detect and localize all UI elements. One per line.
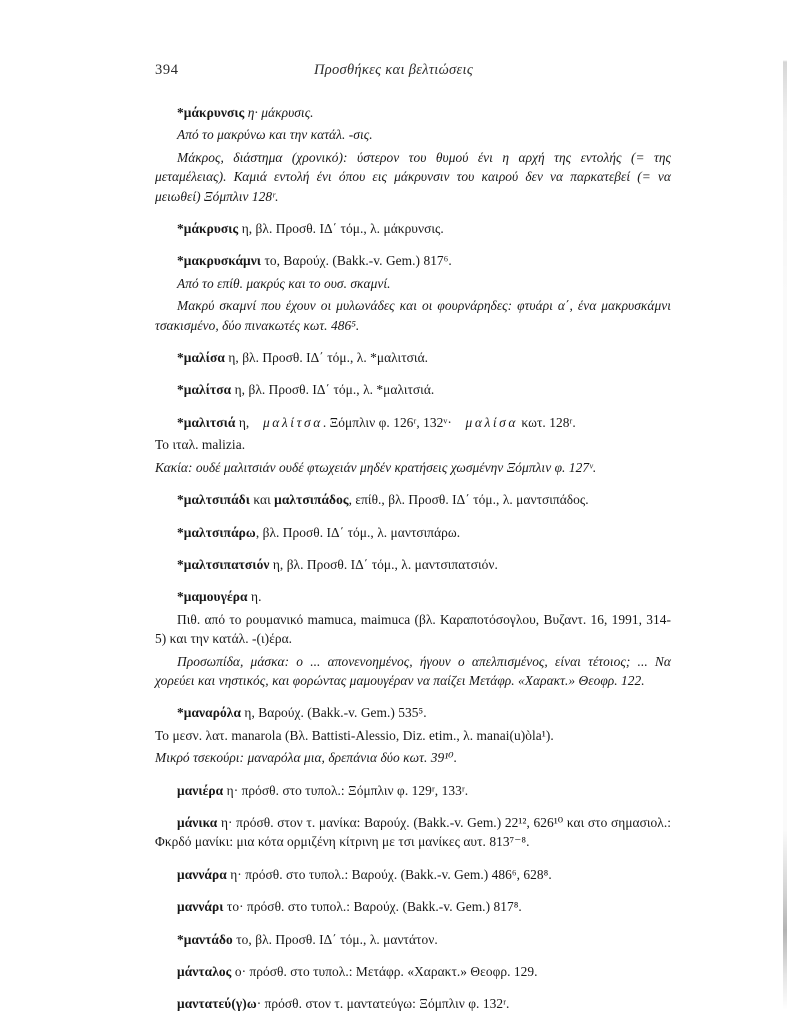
- dictionary-entry: [155, 490, 671, 509]
- dictionary-entry: [155, 865, 671, 884]
- entry-headline: [155, 703, 671, 722]
- entry-lemma-alt: μαλτσιπάδος: [274, 492, 349, 508]
- entry-headline: [155, 219, 671, 238]
- entry-headline: [155, 962, 671, 981]
- entry-headline-rest: · πρόσθ. στον τ. μαντατεύγω: Ξόμπλιν φ. 132ʳ.: [256, 996, 510, 1012]
- entry-headline-rest: η,: [235, 414, 250, 430]
- running-head-title: Προσθήκες και βελτιώσεις: [313, 62, 474, 78]
- entry-headline-rest: το, βλ. Προσθ. ΙΔ΄ τόμ., λ. μαντάτον.: [232, 931, 438, 947]
- entry-variant-b: μαλίσα: [465, 414, 519, 430]
- page-number: 394: [155, 62, 179, 78]
- entry-definition: Προσωπίδα, μάσκα: ο ... απονενοημένος, ήγουν ο απελπισμένος, είναι τέτοιος; ... Να χορεύει και νηστικός, και φορώντας μαμουγέραν να παίζει Μετάφρ. «Χαρακτ.» Θεοφρ. 122.: [155, 653, 671, 688]
- entry-headline: [155, 930, 671, 949]
- entry-headline-rest: η, βλ. Προσθ. ΙΔ΄ τόμ., λ. μαντσιπατσιόν.: [269, 556, 498, 572]
- dictionary-entry: [155, 962, 671, 981]
- dictionary-entry: [155, 219, 671, 238]
- entry-lemma: *μαλίσα: [177, 350, 225, 366]
- entry-lemma: *μαμουγέρα: [177, 589, 248, 605]
- entry-headline-rest: η.: [247, 589, 262, 605]
- entry-headline-rest: το, Βαρούχ. (Bakk.-v. Gem.) 817⁶.: [261, 253, 452, 269]
- entry-definition: Μικρό τσεκούρι: μαναρόλα μια, δρεπάνια δύο κωτ. 39¹⁰.: [155, 750, 458, 766]
- entry-headline: [155, 251, 671, 270]
- entry-headline-rest: , βλ. Προσθ. ΙΔ΄ τόμ., λ. μαντσιπάρω.: [255, 524, 461, 540]
- scan-edge-artifact: [783, 0, 787, 1024]
- entry-headline-rest: η, βλ. Προσθ. ΙΔ΄ τόμ., λ. *μαλιτσιά.: [224, 350, 429, 366]
- entry-definition: Μάκρος, διάστημα (χρονικό): ύστερον του θυμού ένι η αρχή της εντολής (= της μεταμέλειας). Καμιά εντολή ένι όπου εις μάκρυνσιν του καιρού δεν να παρκατεβεί (= να μειωθεί) Ξόμπλιν 128ʳ.: [155, 149, 671, 204]
- entry-lemma: *μαλιτσιά: [177, 414, 236, 430]
- entry-headline-rest: το· πρόσθ. στο τυπολ.: Βαρούχ. (Bakk.-v. Gem.) 817⁸.: [223, 899, 522, 915]
- entry-headline-rest: ο· πρόσθ. στο τυπολ.: Μετάφρ. «Χαρακτ.» Θεοφρ. 129.: [231, 964, 538, 979]
- entry-headline: [155, 523, 671, 542]
- entry-lemma: μαννάρι: [177, 899, 224, 915]
- entry-lemma: *μαλτσιπάδι: [177, 492, 250, 508]
- entry-lemma: μαντατεύ(γ)ω: [177, 996, 257, 1012]
- entry-etymology: Πιθ. από το ρουμανικό mamuca, maimuca (βλ. Καραποτόσογλου, Βυζαντ. 16, 1991, 314-5) και την κατάλ. -(ι)έρα.: [155, 611, 671, 647]
- entry-lemma: μανιέρα: [177, 782, 224, 798]
- dictionary-entry: [155, 781, 671, 800]
- dictionary-entry: [155, 413, 671, 477]
- entry-lemma: μαννάρα: [177, 866, 227, 882]
- entry-lemma: *μαναρόλα: [177, 705, 242, 721]
- entry-headline: [155, 994, 671, 1013]
- dictionary-entry: [155, 813, 671, 852]
- entry-headline: [155, 587, 671, 606]
- entry-headline: [155, 490, 671, 509]
- entry-headline: [155, 413, 671, 432]
- entry-etymology: Το μεσν. λατ. manarola (Βλ. Battisti-Alessio, Diz. etim., λ. manai(u)òla¹).: [155, 727, 554, 743]
- entry-headline-rest: η, Βαρούχ. (Bakk.-v. Gem.) 535⁵.: [241, 705, 427, 721]
- entry-definition: Μακρύ σκαμνί που έχουν οι μυλωνάδες και οι φουρνάρηδες: φτυάρι α΄, ένα μακρυσκάμνι τσακισμένο, δύο πινακωτές κωτ. 486⁵.: [155, 298, 671, 333]
- entry-headline-rest: η, βλ. Προσθ. ΙΔ΄ τόμ., λ. *μαλιτσιά.: [231, 382, 435, 398]
- entry-headline: [155, 380, 671, 399]
- entry-lemma: *μαλτσιπάρω: [177, 524, 256, 540]
- entry-headline: [155, 103, 671, 122]
- entry-etymology: Από το επίθ. μακρύς και το ουσ. σκαμνί.: [177, 275, 391, 291]
- entry-lemma: *μακρυσκάμνι: [177, 253, 262, 269]
- entry-lemma: *μάκρυνσις: [177, 105, 245, 120]
- entry-variant-a: μαλίτσα: [262, 414, 323, 430]
- entry-lemma: μάνταλος: [177, 964, 232, 979]
- entry-headline: [155, 865, 671, 884]
- entry-etymology: Από το μακρύνω και την κατάλ. -σις.: [177, 127, 373, 143]
- dictionary-entry: [155, 930, 671, 949]
- entry-headline: [155, 781, 671, 800]
- entry-headline-mid: . Ξόμπλιν φ. 126ʳ, 132ᵛ·: [322, 414, 452, 430]
- entry-etymology: Το ιταλ. malizia.: [155, 437, 246, 453]
- entry-lemma: *μαλτσιπατσιόν: [177, 556, 270, 572]
- dictionary-entry: [155, 251, 671, 335]
- entry-headline-rest: η· μάκρυσις.: [244, 105, 314, 120]
- entry-headline-rest: η· πρόσθ. στο τυπολ.: Ξόμπλιν φ. 129ʳ, 133ʳ.: [223, 782, 469, 798]
- entry-lemma: *μάκρυσις: [177, 221, 239, 237]
- entry-headline: [155, 555, 671, 574]
- entry-lemma: μάνικα: [177, 814, 218, 830]
- dictionary-entry: [155, 348, 671, 367]
- entry-lemma: *μαντάδο: [177, 931, 233, 947]
- dictionary-entry: [155, 897, 671, 916]
- dictionary-entry: [155, 994, 671, 1013]
- entry-headline: [155, 897, 671, 916]
- dictionary-entry: [155, 703, 671, 767]
- entry-headline-rest: η· πρόσθ. στον τ. μανίκα: Βαρούχ. (Bakk.-v. Gem.) 22¹², 626¹⁰ και στο σημασιολ.: Φκρδό μανίκι: μια κότα ορμιζένη κίτρινη με τσι μανίκες αυτ. 813⁷⁻⁸.: [155, 814, 671, 850]
- entry-headline-rest: η· πρόσθ. στο τυπολ.: Βαρούχ. (Bakk.-v. Gem.) 486⁶, 628⁸.: [226, 866, 552, 882]
- entry-headline-rest: , επίθ., βλ. Προσθ. ΙΔ΄ τόμ., λ. μαντσιπάδος.: [348, 492, 589, 508]
- dictionary-entry: [155, 523, 671, 542]
- body-column: [155, 103, 671, 1014]
- entry-headline: [155, 813, 671, 852]
- dictionary-entry: [155, 587, 671, 690]
- entry-headline-tail: κωτ. 128ʳ.: [518, 414, 576, 430]
- entry-headline-rest: η, βλ. Προσθ. ΙΔ΄ τόμ., λ. μάκρυνσις.: [238, 221, 444, 237]
- dictionary-entry: [155, 555, 671, 574]
- entry-definition: Κακία: ουδέ μαλιτσιάν ουδέ φτωχειάν μηδέν κρατήσεις χωσμένην Ξόμπλιν φ. 127ᵛ.: [155, 459, 597, 475]
- entry-headline: [155, 348, 671, 367]
- running-head: [0, 62, 787, 82]
- dictionary-entry: [155, 380, 671, 399]
- dictionary-entry: [155, 103, 671, 206]
- entry-lemma-join: και: [249, 492, 275, 508]
- entry-lemma: *μαλίτσα: [177, 382, 232, 398]
